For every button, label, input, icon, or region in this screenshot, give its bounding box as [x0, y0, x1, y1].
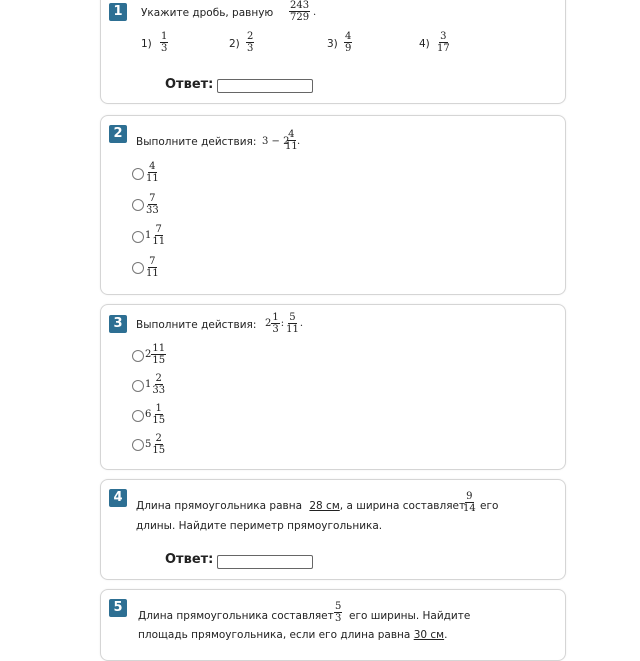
option-fraction [344, 31, 352, 54]
task-fraction [462, 491, 477, 514]
option-fraction [246, 31, 254, 54]
task-period: . [313, 7, 317, 18]
fraction-denominator: 9 [345, 43, 352, 54]
whole-part: 1 [145, 379, 152, 390]
task-period: . [299, 318, 304, 329]
task-text-part: его [480, 500, 499, 512]
option-radio[interactable] [132, 262, 144, 274]
task-text-part: Длина прямоугольника составляет [138, 610, 334, 622]
fraction-denominator: 3 [247, 43, 254, 54]
task-card-5 [100, 589, 566, 661]
fraction-numerator: 7 [149, 256, 156, 267]
task-period: . [297, 136, 301, 147]
option-label: 1) [141, 38, 152, 50]
task-text-part: , а ширина составляет [339, 500, 466, 512]
fraction-denominator: 11 [146, 173, 159, 184]
option-value [145, 256, 160, 279]
option-value [145, 403, 166, 426]
expression-prefix: 3 − 2 [262, 136, 290, 147]
answer-input[interactable] [217, 555, 313, 569]
fraction-numerator: 4 [149, 161, 156, 172]
task-text-line-2: длины. Найдите периметр прямоугольника. [136, 520, 383, 532]
answer-label: Ответ: [165, 77, 214, 92]
whole-part: 1 [145, 230, 152, 241]
option-fraction [160, 31, 168, 54]
fraction-numerator: 243 [290, 0, 310, 11]
task-text-line-1 [136, 500, 465, 512]
fraction-denominator: 15 [152, 415, 166, 426]
task-text-line-2 [138, 629, 447, 641]
fraction-numerator: 2 [155, 433, 162, 444]
fraction-denominator: 15 [152, 355, 166, 366]
length-value: 30 см [413, 629, 445, 641]
fraction-denominator: 11 [146, 268, 159, 279]
task-card-2 [100, 115, 566, 295]
expression [265, 312, 303, 335]
option-value [145, 433, 166, 456]
whole-part: 5 [145, 439, 152, 450]
option-fraction [436, 31, 451, 54]
option-value [145, 373, 166, 396]
task-fraction [289, 0, 310, 23]
option-value [145, 193, 160, 216]
fraction-numerator: 1 [272, 312, 279, 323]
fraction-denominator: 33 [152, 385, 166, 396]
fraction-numerator: 11 [152, 343, 166, 354]
answer-input[interactable] [217, 79, 313, 93]
option-radio[interactable] [132, 380, 144, 392]
task-text-part: Длина прямоугольника равна [136, 500, 303, 512]
task-card-1 [100, 0, 566, 104]
task-card-4 [100, 479, 566, 580]
fraction-denominator: 17 [437, 43, 450, 54]
option-radio[interactable] [132, 231, 144, 243]
fraction-numerator: 2 [155, 373, 162, 384]
task-text: Укажите дробь, равную [141, 7, 274, 19]
option-value [145, 161, 160, 184]
task-fraction [334, 601, 342, 624]
fraction-denominator: 33 [146, 205, 159, 216]
whole-part: 2 [145, 349, 152, 360]
fraction-denominator: 15 [152, 445, 166, 456]
task-number-badge: 5 [109, 599, 127, 617]
length-value: 28 см [309, 500, 340, 512]
division-operator: : [280, 318, 285, 329]
option-value [145, 224, 166, 247]
whole-part: 6 [145, 409, 152, 420]
task-card-3 [100, 304, 566, 470]
fraction-denominator: 14 [463, 503, 476, 514]
option-radio[interactable] [132, 439, 144, 451]
fraction-numerator: 1 [161, 31, 168, 42]
fraction-denominator: 11 [152, 236, 166, 247]
option-radio[interactable] [132, 168, 144, 180]
task-text-part: его ширины. Найдите [349, 610, 471, 622]
task-text: Выполните действия: [136, 136, 257, 148]
fraction-numerator: 9 [466, 491, 473, 502]
task-number-badge: 1 [109, 3, 127, 21]
fraction-denominator: 729 [290, 12, 310, 23]
task-number-badge: 4 [109, 489, 127, 507]
option-radio[interactable] [132, 410, 144, 422]
task-number-badge: 2 [109, 125, 127, 143]
task-text: Выполните действия: [136, 319, 257, 331]
option-radio[interactable] [132, 350, 144, 362]
fraction-denominator: 3 [161, 43, 168, 54]
fraction-numerator: 7 [149, 193, 156, 204]
option-value [145, 343, 166, 366]
fraction-numerator: 5 [289, 312, 296, 323]
fraction-numerator: 4 [345, 31, 352, 42]
fraction-numerator: 4 [288, 129, 295, 140]
option-label: 3) [327, 38, 338, 50]
fraction-denominator: 11 [285, 141, 298, 152]
fraction-numerator: 3 [440, 31, 447, 42]
task-text-part: площадь прямоугольника, если его длина равна [138, 629, 411, 641]
fraction-denominator: 3 [335, 613, 342, 624]
option-label: 4) [419, 38, 430, 50]
option-radio[interactable] [132, 199, 144, 211]
fraction-denominator: 3 [272, 324, 279, 335]
answer-label: Ответ: [165, 552, 214, 567]
task-number-badge: 3 [109, 315, 127, 333]
fraction-numerator: 2 [247, 31, 254, 42]
task-text-part: . [444, 629, 448, 641]
fraction-numerator: 7 [155, 224, 162, 235]
fraction-numerator: 5 [335, 601, 342, 612]
fraction-numerator: 1 [155, 403, 162, 414]
option-label: 2) [229, 38, 240, 50]
fraction-denominator: 11 [286, 324, 299, 335]
whole-part: 2 [265, 318, 272, 329]
